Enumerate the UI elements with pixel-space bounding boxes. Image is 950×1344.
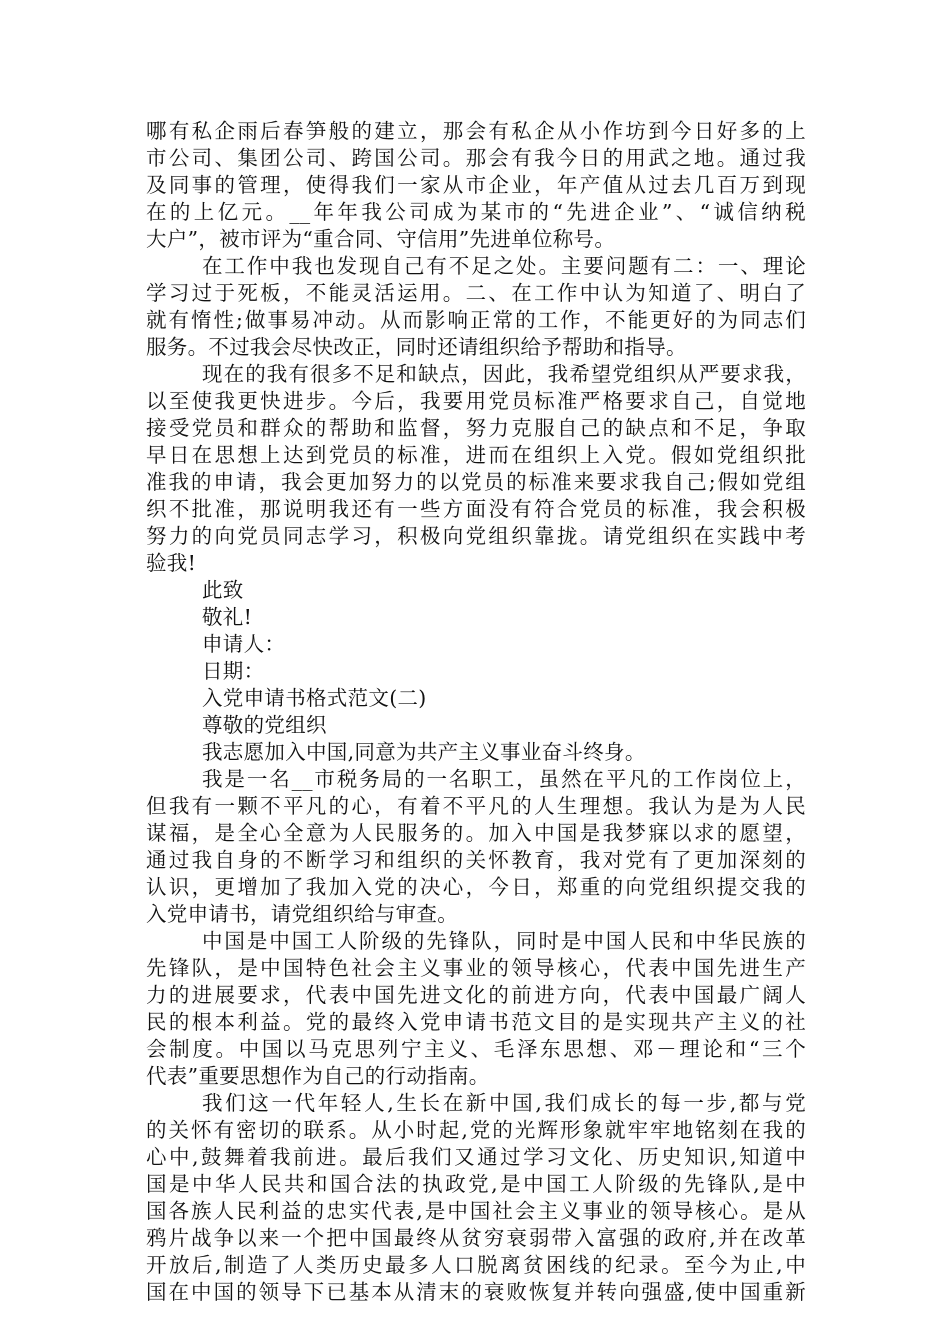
text-line: 申请人： (202, 632, 286, 656)
text-line: 中国是中国工人阶级的先锋队，同时是中国人民和中华民族的 (202, 929, 806, 953)
text-line: 及同事的管理，使得我们一家从市企业，年产值从过去几百万到现 (146, 173, 806, 197)
paragraph (146, 604, 806, 631)
text-line: 现在的我有很多不足和缺点，因此，我希望党组织从严要求我， (202, 362, 806, 386)
paragraph (146, 739, 806, 766)
text-line: 国在中国的领导下已基本从清末的衰败恢复并转向强盛,使中国重新 (146, 1280, 806, 1304)
paragraph (146, 118, 806, 253)
text-line: 民的根本利益。党的最终入党申请书范文目的是实现共产主义的社 (146, 1010, 806, 1034)
text-line: 我志愿加入中国,同意为共产主义事业奋斗终身。 (202, 740, 646, 764)
text-line: 在工作中我也发现自己有不足之处。主要问题有二：一、理论 (202, 254, 806, 278)
paragraph (146, 766, 806, 928)
text-line: 先锋队，是中国特色社会主义事业的领导核心，代表中国先进生产 (146, 956, 806, 980)
text-line: 心中,鼓舞着我前进。最后我们又通过学习文化、历史知识,知道中 (146, 1145, 806, 1169)
text-line: 早日在思想上达到党员的标准，进而在组织上入党。假如党组织批 (146, 443, 806, 467)
paragraph (146, 253, 806, 361)
text-line: 代表”重要思想作为自己的行动指南。 (146, 1064, 490, 1088)
text-line: 我们这一代年轻人,生长在新中国,我们成长的每一步,都与党 (202, 1091, 806, 1115)
text-line: 市公司、集团公司、跨国公司。那会有我今日的用武之地。通过我 (146, 146, 806, 170)
text-line: 准我的申请，我会更加努力的以党员的标准来要求我自己;假如党组 (146, 470, 806, 494)
paragraph (146, 685, 806, 712)
text-line: 我是一名__市税务局的一名职工，虽然在平凡的工作岗位上， (202, 767, 806, 791)
text-line: 接受党员和群众的帮助和监督，努力克服自己的缺点和不足，争取 (146, 416, 806, 440)
paragraph (146, 1090, 806, 1306)
paragraph (146, 712, 806, 739)
paragraph (146, 658, 806, 685)
text-line: 验我! (146, 551, 197, 575)
text-line: 学习过于死板，不能灵活运用。二、在工作中认为知道了、明白了 (146, 281, 806, 305)
text-line: 服务。不过我会尽快改正，同时还请组织给予帮助和指导。 (146, 335, 687, 359)
text-line: 国是中华人民共和国合法的执政党,是中国工人阶级的先锋队,是中 (146, 1172, 806, 1196)
text-line: 谋福，是全心全意为人民服务的。加入中国是我梦寐以求的愿望， (146, 821, 806, 845)
text-line: 鸦片战争以来一个把中国最终从贫穷衰弱带入富强的政府,并在改革 (146, 1226, 806, 1250)
text-line: 此致 (202, 578, 244, 602)
text-line: 努力的向党员同志学习，积极向党组织靠拢。请党组织在实践中考 (146, 524, 806, 548)
paragraph (146, 361, 806, 577)
text-line: 但我有一颗不平凡的心，有着不平凡的人生理想。我认为是为人民 (146, 794, 806, 818)
text-line: 以至使我更快进步。今后，我要用党员标准严格要求自己，自觉地 (146, 389, 806, 413)
paragraph (146, 631, 806, 658)
text-line: 通过我自身的不断学习和组织的关怀教育，我对党有了更加深刻的 (146, 848, 806, 872)
text-line: 入党申请书格式范文(二) (202, 686, 427, 710)
text-line: 开放后,制造了人类历史最多人口脱离贫困线的纪录。至今为止,中 (146, 1253, 806, 1277)
document-page (146, 118, 806, 1306)
text-line: 敬礼! (202, 605, 253, 629)
text-line: 就有惰性;做事易冲动。从而影响正常的工作，不能更好的为同志们 (146, 308, 806, 332)
text-line: 哪有私企雨后春笋般的建立，那会有私企从小作坊到今日好多的上 (146, 119, 806, 143)
text-line: 入党申请书，请党组织给与审查。 (146, 902, 458, 926)
paragraph (146, 577, 806, 604)
text-line: 在的上亿元。__年年我公司成为某市的“先进企业”、“诚信纳税 (146, 200, 806, 224)
text-line: 会制度。中国以马克思列宁主义、毛泽东思想、邓－理论和“三个 (146, 1037, 806, 1061)
text-line: 织不批准，那说明我还有一些方面没有符合党员的标准，我会积极 (146, 497, 806, 521)
text-line: 力的进展要求，代表中国先进文化的前进方向，代表中国最广阔人 (146, 983, 806, 1007)
text-line: 认识，更增加了我加入党的决心，今日，郑重的向党组织提交我的 (146, 875, 806, 899)
text-line: 尊敬的党组织 (202, 713, 327, 737)
text-line: 日期： (202, 659, 265, 683)
text-line: 的关怀有密切的联系。从小时起,党的光辉形象就牢牢地铭刻在我的 (146, 1118, 806, 1142)
text-line: 大户”，被市评为“重合同、守信用”先进单位称号。 (146, 227, 616, 251)
paragraph (146, 928, 806, 1090)
text-line: 国各族人民利益的忠实代表,是中国社会主义事业的领导核心。是从 (146, 1199, 806, 1223)
